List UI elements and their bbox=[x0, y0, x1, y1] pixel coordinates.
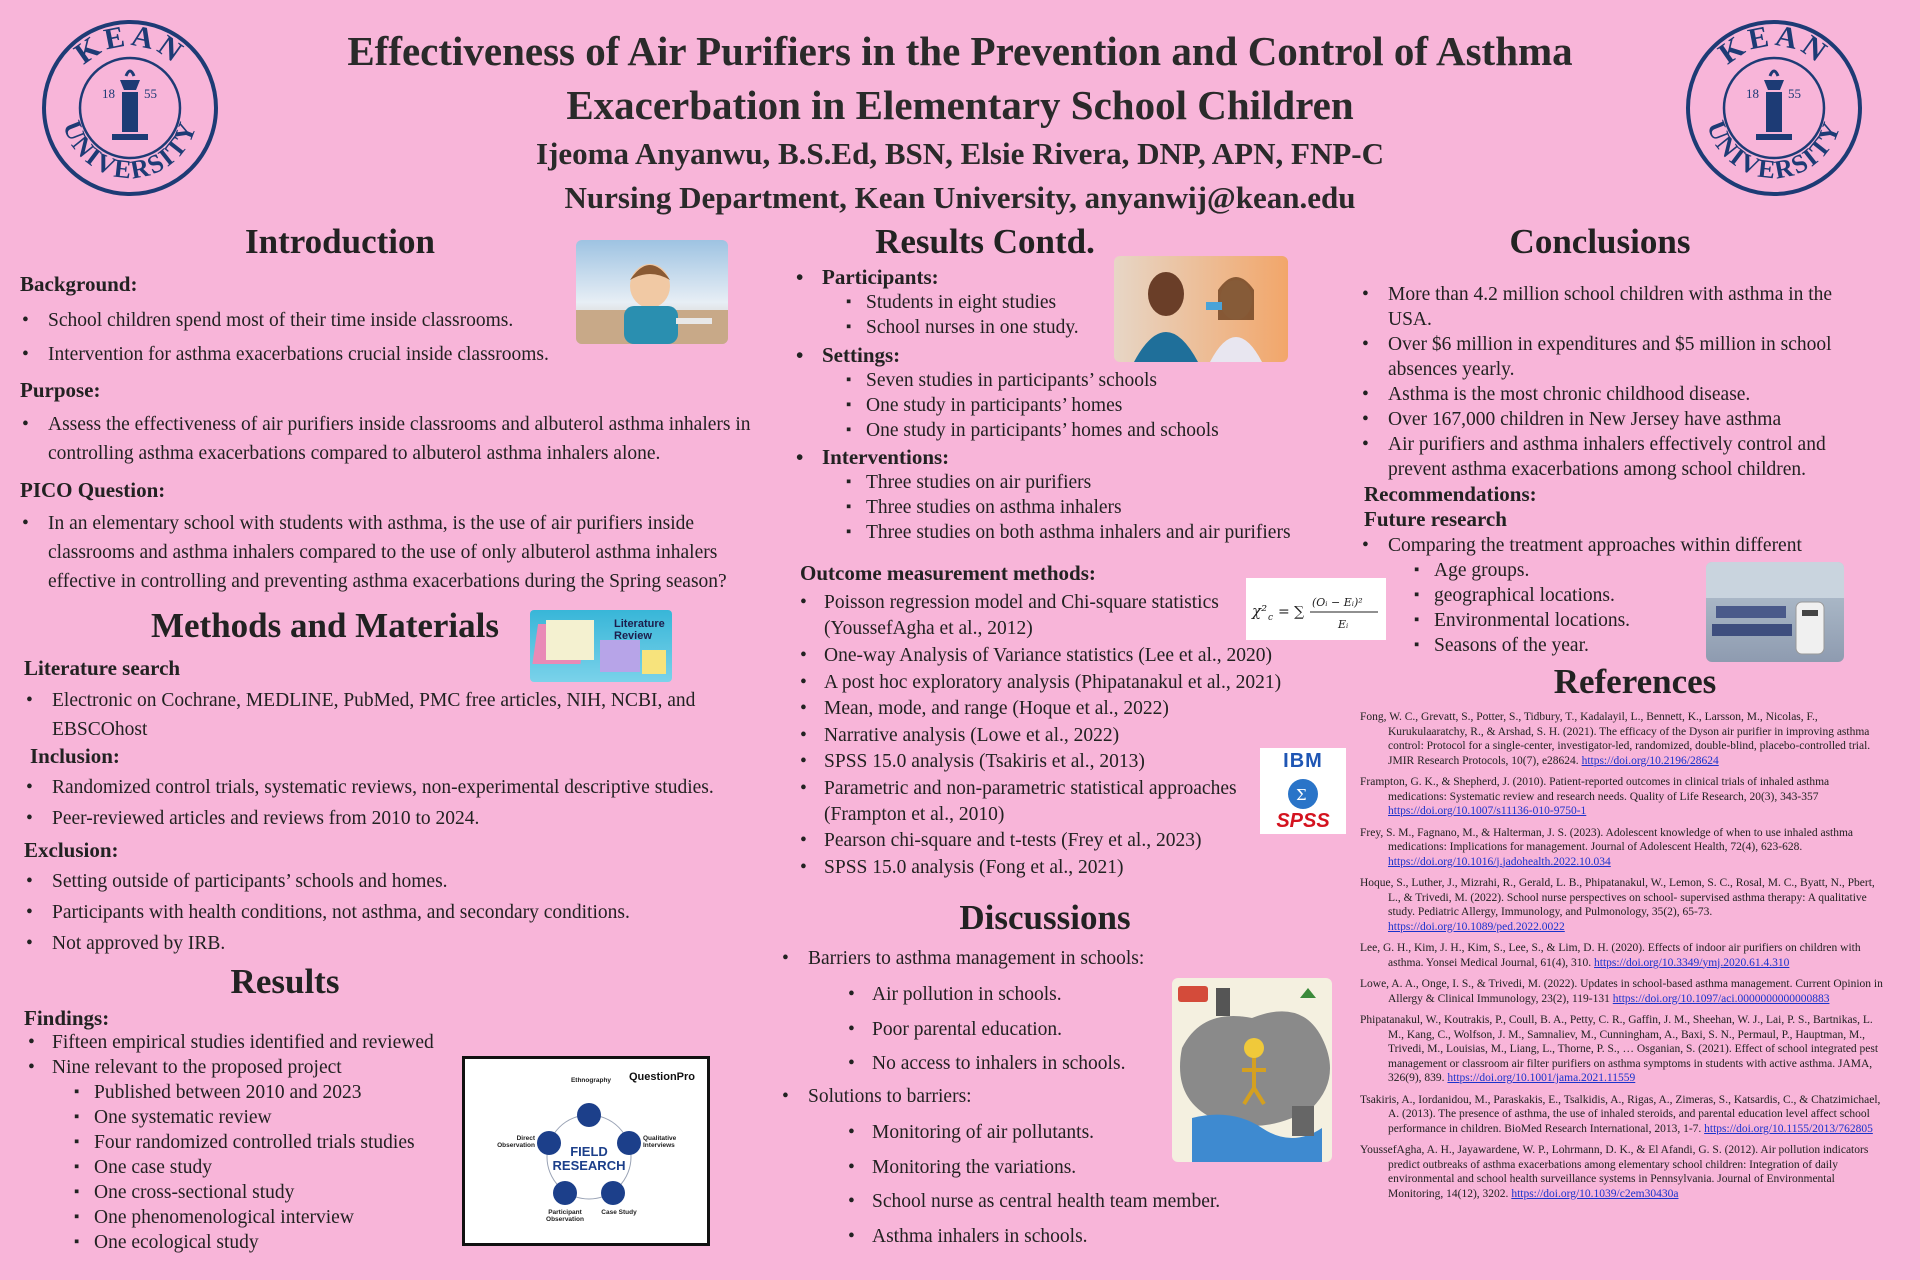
kean-university-seal-right bbox=[1684, 18, 1864, 198]
results-heading: Results bbox=[230, 962, 340, 1001]
list-item: • Monitoring the variations. bbox=[844, 1151, 1264, 1186]
background-list bbox=[20, 304, 620, 372]
list-item: ▪ Three studies on both asthma inhalers and air purifiers bbox=[836, 520, 1356, 545]
list-item: • Air pollution in schools. bbox=[844, 978, 1224, 1013]
list-item: • School children spend most of their time inside classrooms. bbox=[20, 304, 620, 338]
solutions-label: • Solutions to barriers: bbox=[780, 1082, 1240, 1111]
list-item: ▪ Published between 2010 and 2023 bbox=[64, 1080, 484, 1105]
list-item: ▪ Students in eight studies bbox=[836, 290, 1296, 315]
future-research-list bbox=[1360, 533, 1860, 559]
list-item: ▪ One study in participants’ homes bbox=[836, 393, 1336, 418]
reference-item: Tsakiris, A., Iordanidou, M., Paraskakis, E., Tsalkidis, A., Rigas, A., Zimeras, S., Katsardis, C., & Chatzimichael, A. (2013). The presence of asthma, the use of inhaled steroids, and parental education level affect school performance in children. BioMed Research International, 2013, 1-7. https://doi.org/10.1155/2013/762805 bbox=[1360, 1093, 1881, 1135]
discussions-heading: Discussions bbox=[959, 898, 1131, 937]
conclusions-list bbox=[1360, 282, 1880, 482]
references-heading: References bbox=[1553, 662, 1717, 701]
reference-item: YoussefAgha, A. H., Jayawardene, W. P., Lohrmann, D. K., & El Afandi, G. S. (2012). Air pollution indicators predict outbreaks of asthma exacerbations among elementary school children: Integration of daily environmental and school health surveillance systems in Pennsylvania. Journal of Environmental Monitoring, 14(12), 3202. https://doi.org/10.1039/c2em30430a bbox=[1360, 1144, 1869, 1200]
findings-label: Findings: bbox=[24, 1006, 110, 1030]
list-item: ▪ geographical locations. bbox=[1404, 583, 1704, 608]
inclusion-label: Inclusion: bbox=[30, 744, 120, 768]
outcome-list-3 bbox=[796, 776, 1262, 881]
list-item: ▪ One systematic review bbox=[64, 1105, 484, 1130]
settings-list bbox=[836, 368, 1336, 443]
barriers-label: • Barriers to asthma management in schools: bbox=[780, 944, 1240, 973]
participants-label: • Participants: bbox=[794, 264, 1334, 290]
barriers-section bbox=[780, 944, 1240, 973]
introduction-heading: Introduction bbox=[245, 222, 435, 261]
air-pollution-drawing bbox=[1172, 978, 1332, 1162]
list-item: • SPSS 15.0 analysis (Tsakiris et al., 2013) bbox=[796, 749, 1336, 776]
list-item: ▪ One cross-sectional study bbox=[64, 1180, 484, 1205]
node-label: Qualitative Interviews bbox=[643, 1135, 677, 1149]
conclusions-heading: Conclusions bbox=[1509, 222, 1691, 261]
field-research-diagram bbox=[462, 1056, 710, 1246]
list-item: • Narrative analysis (Lowe et al., 2022) bbox=[796, 723, 1336, 750]
methods-heading: Methods and Materials bbox=[150, 606, 500, 645]
list-item: • Not approved by IRB. bbox=[24, 928, 784, 959]
list-item: • Fifteen empirical studies identified and reviewed bbox=[24, 1030, 494, 1055]
affiliation: Nursing Department, Kean University, anyanwij@kean.edu bbox=[564, 180, 1356, 215]
list-item: ▪ Seven studies in participants’ schools bbox=[836, 368, 1336, 393]
list-item: • Asthma is the most chronic childhood disease. bbox=[1360, 382, 1880, 407]
references-list bbox=[1360, 710, 1890, 1208]
svg-text:c: c bbox=[1268, 613, 1274, 623]
seal-text-top: KEAN bbox=[1712, 19, 1836, 71]
authors: Ijeoma Anyanwu, B.S.Ed, BSN, Elsie Rivera, DNP, APN, FNP-C bbox=[536, 136, 1384, 171]
findings-list bbox=[24, 1030, 494, 1080]
list-item: • Electronic on Cochrane, MEDLINE, PubMed, PMC free articles, NIH, NCBI, and EBSCOhost bbox=[24, 686, 764, 744]
reference-item: Hoque, S., Luther, J., Mizrahi, R., Gerald, L. B., Phipatanakul, W., Lemon, S. C., Rosal, M. C., Byatt, N., Pbert, L., & Trivedi, M. (2022). School nurse perspectives on school- supervised asthma therapy: A qualitative study. Pediatric Allergy, Immunology, and Pulmonology, 35(2), 65-73. https://doi.org/10.1089/ped.2022.0022 bbox=[1360, 877, 1875, 933]
svg-text:Eᵢ: Eᵢ bbox=[1338, 618, 1349, 631]
list-item: ▪ Three studies on asthma inhalers bbox=[836, 495, 1356, 520]
list-item: • Monitoring of air pollutants. bbox=[844, 1116, 1264, 1151]
participants-section bbox=[794, 264, 1334, 290]
node-label: Direct Observation bbox=[497, 1135, 535, 1149]
list-item: • Asthma inhalers in schools. bbox=[844, 1220, 1264, 1255]
list-item: ▪ School nurses in one study. bbox=[836, 315, 1296, 340]
svg-text:18: 18 bbox=[1746, 86, 1759, 101]
reference-link[interactable]: https://doi.org/10.1016/j.jadohealth.2022.10.034 bbox=[1388, 855, 1611, 868]
reference-link[interactable]: https://doi.org/10.1001/jama.2021.11559 bbox=[1447, 1072, 1636, 1084]
findings-sublist bbox=[64, 1080, 484, 1255]
recommendations-label: Recommendations: bbox=[1364, 482, 1537, 506]
purpose-list bbox=[20, 410, 780, 468]
solutions-section bbox=[780, 1082, 1240, 1111]
list-item: • Over $6 million in expenditures and $5 million in school absences yearly. bbox=[1360, 332, 1880, 382]
ibm-spss-logo bbox=[1260, 748, 1346, 834]
list-item: • Poor parental education. bbox=[844, 1013, 1224, 1048]
results-contd-heading: Results Contd. bbox=[875, 222, 1095, 261]
literature-review-illustration bbox=[530, 610, 672, 682]
interventions-section bbox=[794, 444, 1334, 470]
seal-text-top: KEAN bbox=[68, 19, 192, 71]
list-item: • A post hoc exploratory analysis (Phipatanakul et al., 2021) bbox=[796, 670, 1336, 697]
participants-list bbox=[836, 290, 1296, 340]
list-item: ▪ One phenomenological interview bbox=[64, 1205, 484, 1230]
list-item: ▪ One ecological study bbox=[64, 1230, 484, 1255]
list-item: • SPSS 15.0 analysis (Fong et al., 2021) bbox=[796, 855, 1262, 882]
list-item: ▪ One case study bbox=[64, 1155, 484, 1180]
list-item: ▪ One study in participants’ homes and schools bbox=[836, 418, 1336, 443]
list-item: • Poisson regression model and Chi-square statistics (YoussefAgha et al., 2012) bbox=[796, 590, 1252, 642]
list-item: • In an elementary school with students with asthma, is the use of air purifiers inside classrooms and asthma inhalers compared to the use of only albuterol asthma inhalers effective in controlling and preventing asthma exacerbations during the Spring season? bbox=[20, 509, 780, 596]
outcome-measurement-label: Outcome measurement methods: bbox=[800, 561, 1096, 585]
node-label: Participant Observation bbox=[546, 1209, 584, 1223]
list-item: ▪ Seasons of the year. bbox=[1404, 633, 1704, 658]
svg-text:KEAN bbox=[1712, 19, 1835, 71]
list-item: • Participants with health conditions, not asthma, and secondary conditions. bbox=[24, 897, 784, 928]
seal-text-bottom: UNIVERSITY bbox=[57, 116, 203, 185]
questionpro-logo: QuestionPro bbox=[629, 1071, 696, 1083]
outcome-list bbox=[796, 590, 1252, 642]
list-item: • One-way Analysis of Variance statistics (Lee et al., 2020) bbox=[796, 643, 1336, 670]
list-item: • Peer-reviewed articles and reviews from 2010 to 2024. bbox=[24, 803, 784, 834]
reference-item: Fong, W. C., Grevatt, S., Potter, S., Tidbury, T., Kadalayil, L., Bennett, K., Larsson, M., Nicolas, F., Kurukulaaratchy, R., & Arshad, S. H. (2021). The efficacy of the Dyson air purifier in improving asthma control: Protocol for a single-center, investigator-led, randomized, double-blind, placebo-controlled trial. JMIR Research Protocols, 10(7), e28624. https://doi.org/10.2196/28624 bbox=[1360, 711, 1871, 767]
background-label: Background: bbox=[20, 272, 138, 296]
classroom-air-purifier-photo bbox=[1706, 562, 1844, 662]
svg-text:KEAN bbox=[68, 19, 191, 71]
literature-search-label: Literature search bbox=[24, 656, 181, 680]
list-item: • Assess the effectiveness of air purifiers inside classrooms and albuterol asthma inhalers in controlling asthma exacerbations compared to albuterol asthma inhalers alone. bbox=[20, 410, 780, 468]
author-block bbox=[230, 132, 1690, 220]
list-item: • Parametric and non-parametric statistical approaches (Frampton et al., 2010) bbox=[796, 776, 1262, 828]
field-research-label: FIELD RESEARCH bbox=[552, 1144, 626, 1173]
inclusion-list bbox=[24, 772, 784, 834]
exclusion-label: Exclusion: bbox=[24, 838, 119, 862]
reference-item: Lowe, A. A., Onge, I. S., & Trivedi, M. (2022). Updates in school-based asthma management. Current Opinion in Allergy & Clinical Immunology, 23(2), 119-131 https://doi.org/10.1097/aci.0000000000000883 bbox=[1360, 978, 1883, 1005]
list-item: • Air purifiers and asthma inhalers effectively control and prevent asthma exacerbations among school children. bbox=[1360, 432, 1880, 482]
outcome-list-2 bbox=[796, 643, 1336, 776]
reference-link[interactable]: https://doi.org/10.3349/ymj.2020.61.4.310 bbox=[1594, 956, 1790, 969]
svg-text:χ²: χ² bbox=[1252, 602, 1268, 620]
interventions-label: • Interventions: bbox=[794, 444, 1334, 470]
reference-item: Phipatanakul, W., Koutrakis, P., Coull, B. A., Petty, C. R., Gaffin, J. M., Sheehan, W. J., Lai, P. S., Bartnikas, L. M., Kang, C., Wolfson, J. M., Samnaliev, M., Cunningham, A., Baxi, S. N., Permaul, P., Hauptman, M., Trivedi, M., Louisias, M., Liang, L., Thorne, P. S., … Osganian, S. (2021). Effect of school integrated pest management or classroom air filter purifiers on asthma symptoms in students with active asthma. JAMA, 326(9), 839. https://doi.org/10.1001/jama.2021.11559 bbox=[1360, 1014, 1879, 1084]
svg-text:55: 55 bbox=[144, 86, 157, 101]
list-item: ▪ Age groups. bbox=[1404, 558, 1704, 583]
svg-text:18: 18 bbox=[102, 86, 115, 101]
list-item: • Over 167,000 children in New Jersey have asthma bbox=[1360, 407, 1880, 432]
list-item: • Nine relevant to the proposed project bbox=[24, 1055, 494, 1080]
reference-link[interactable]: https://doi.org/10.1097/aci.0000000000000883 bbox=[1612, 992, 1830, 1005]
reference-item: Frampton, G. K., & Shepherd, J. (2010). Patient-reported outcomes in clinical trials of inhaled asthma medications: Systematic review and research needs. Quality of Life Research, 20(3), 343-357 https://doi.org/10.1007/s11136-010-9750-1 bbox=[1360, 776, 1830, 817]
exclusion-list bbox=[24, 866, 784, 959]
reference-item: Frey, S. M., Fagnano, M., & Halterman, J. S. (2023). Adolescent knowledge of when to use inhaled asthma medications: Implications for management. Journal of Adolescent Health, 72(4), 623-628. https://doi.org/10.1016/j.jadohealth.2022.10.034 bbox=[1360, 826, 1854, 868]
node-label: Case Study bbox=[601, 1209, 637, 1216]
purpose-label: Purpose: bbox=[20, 378, 101, 402]
pico-list bbox=[20, 509, 780, 596]
barriers-list bbox=[844, 978, 1224, 1082]
list-item: • Pearson chi-square and t-tests (Frey et al., 2023) bbox=[796, 828, 1262, 855]
list-item: • Randomized control trials, systematic reviews, non-experimental descriptive studies. bbox=[24, 772, 784, 803]
svg-text:(Oᵢ − Eᵢ)²: (Oᵢ − Eᵢ)² bbox=[1312, 596, 1363, 609]
reference-link[interactable]: https://doi.org/10.1155/2013/762805 bbox=[1704, 1122, 1873, 1135]
svg-text:Σ: Σ bbox=[1296, 786, 1307, 804]
list-item: ▪ Four randomized controlled trials studies bbox=[64, 1130, 484, 1155]
settings-label: • Settings: bbox=[794, 342, 1334, 368]
kean-university-seal-left bbox=[40, 18, 220, 198]
list-item: • Setting outside of participants’ schools and homes. bbox=[24, 866, 784, 897]
poster-title: Effectiveness of Air Purifiers in the Prevention and Control of Asthma Exacerbation in Elementary School Children bbox=[347, 28, 1573, 128]
pico-label: PICO Question: bbox=[20, 478, 166, 502]
reference-link[interactable]: https://doi.org/10.1089/ped.2022.0022 bbox=[1388, 920, 1565, 933]
ibm-text: IBM bbox=[1283, 750, 1323, 772]
settings-section bbox=[794, 342, 1334, 368]
list-item: • School nurse as central health team member. bbox=[844, 1185, 1264, 1220]
node-label: Ethnography bbox=[570, 1077, 612, 1084]
svg-text:= ∑: = ∑ bbox=[1278, 604, 1305, 620]
list-item: ▪ Three studies on air purifiers bbox=[836, 470, 1356, 495]
interventions-list bbox=[836, 470, 1356, 545]
list-item: • More than 4.2 million school children with asthma in the USA. bbox=[1360, 282, 1880, 332]
chi-square-formula bbox=[1246, 578, 1386, 640]
list-item: ▪ Environmental locations. bbox=[1404, 608, 1704, 633]
list-item: • Mean, mode, and range (Hoque et al., 2022) bbox=[796, 696, 1336, 723]
future-research-sublist bbox=[1404, 558, 1704, 658]
svg-text:55: 55 bbox=[1788, 86, 1801, 101]
list-item: • Intervention for asthma exacerbations crucial inside classrooms. bbox=[20, 338, 620, 372]
literature-review-caption: Literature Review bbox=[614, 618, 665, 642]
literature-search-list bbox=[24, 686, 764, 744]
seal-text-bottom: UNIVERSITY bbox=[1701, 116, 1847, 185]
list-item: • Comparing the treatment approaches within different bbox=[1360, 533, 1860, 559]
reference-link[interactable]: https://doi.org/10.2196/28624 bbox=[1581, 754, 1719, 767]
reference-link[interactable]: https://doi.org/10.1039/c2em30430a bbox=[1511, 1187, 1679, 1200]
future-research-label: Future research bbox=[1364, 507, 1507, 531]
reference-item: Lee, G. H., Kim, J. H., Kim, S., Lee, S., & Lim, D. H. (2020). Effects of indoor air purifiers on children with asthma. Yonsei Medical Journal, 61(4), 310. https://doi.org/10.3349/ymj.2020.61.4.310 bbox=[1360, 942, 1861, 969]
reference-link[interactable]: https://doi.org/10.1007/s11136-010-9750-1 bbox=[1388, 805, 1587, 817]
spss-text: SPSS bbox=[1276, 810, 1330, 832]
list-item: • No access to inhalers in schools. bbox=[844, 1047, 1224, 1082]
